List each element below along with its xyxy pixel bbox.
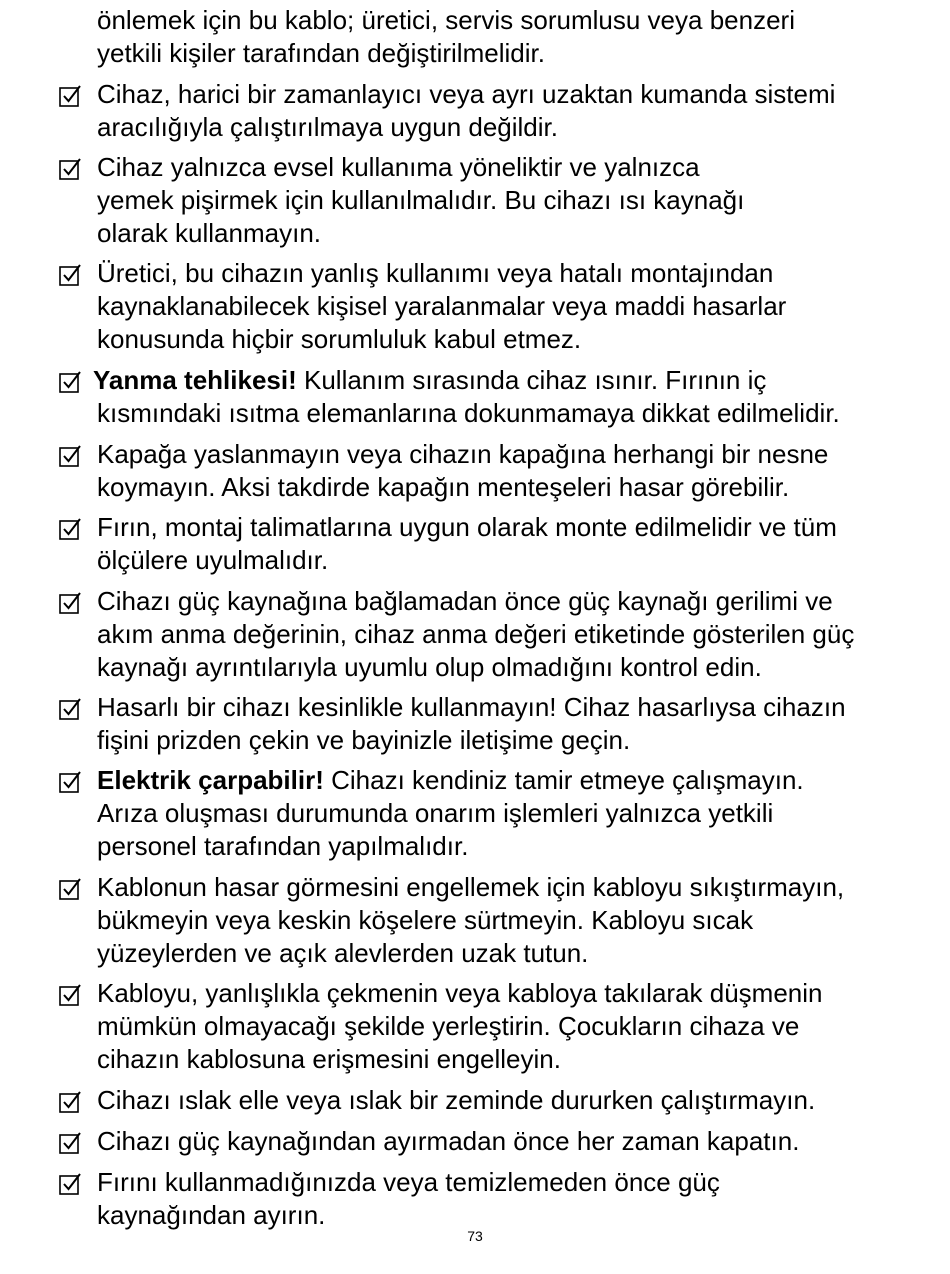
list-item-line: kaynağı ayrıntılarıyla uyumlu olup olmadığını kontrol edin.: [97, 652, 762, 682]
list-item-line: [97, 764, 804, 797]
warning-label: Yanma tehlikesi!: [93, 365, 297, 395]
intro-line: yetkili kişiler tarafından değiştirilmelidir.: [97, 38, 545, 68]
list-item-line: yemek pişirmek için kullanılmalıdır. Bu cihazı ısı kaynağı: [97, 185, 745, 215]
list-item-line: [93, 364, 766, 397]
list-item-line: yüzeylerden ve açık alevlerden uzak tutun.: [97, 938, 589, 968]
list-item-text: Kullanım sırasında cihaz ısınır. Fırının iç: [296, 365, 767, 395]
list-item-line: Cihazı güç kaynağına bağlamadan önce güç kaynağı gerilimi ve: [97, 586, 833, 616]
list-item-line: kaynağından ayırın.: [97, 1200, 326, 1230]
list-item-line: fişini prizden çekin ve bayinizle iletişime geçin.: [97, 725, 631, 755]
intro-line: önlemek için bu kablo; üretici, servis sorumlusu veya benzeri: [97, 5, 795, 35]
list-item-text: Cihazı kendiniz tamir etmeye çalışmayın.: [323, 765, 804, 795]
list-item-line: Cihaz yalnızca evsel kullanıma yöneliktir ve yalnızca: [97, 152, 700, 182]
list-item-line: personel tarafından yapılmalıdır.: [97, 831, 469, 861]
list-item-line: akım anma değerinin, cihaz anma değeri etiketinde gösterilen güç: [97, 619, 855, 649]
list-item-line: Cihazı ıslak elle veya ıslak bir zeminde dururken çalıştırmayın.: [97, 1085, 816, 1115]
list-item-line: ölçülere uyulmalıdır.: [97, 545, 329, 575]
list-item-line: bükmeyin veya keskin köşelere sürtmeyin. Kabloyu sıcak: [97, 905, 754, 935]
checked-box-icon: [59, 771, 81, 793]
list-item-line: Kapağa yaslanmayın veya cihazın kapağına herhangi bir nesne: [97, 439, 829, 469]
checked-box-icon: [59, 445, 81, 467]
checked-box-icon: [59, 592, 81, 614]
list-item-line: olarak kullanmayın.: [97, 218, 321, 248]
checked-box-icon: [59, 1173, 81, 1195]
checked-box-icon: [59, 1091, 81, 1113]
list-item-line: koymayın. Aksi takdirde kapağın menteşeleri hasar görebilir.: [97, 472, 790, 502]
checked-box-icon: [59, 85, 81, 107]
warning-label: Elektrik çarpabilir!: [97, 765, 324, 795]
checked-box-icon: [59, 984, 81, 1006]
list-item-line: cihazın kablosuna erişmesini engelleyin.: [97, 1044, 561, 1074]
list-item-line: konusunda hiçbir sorumluluk kabul etmez.: [97, 324, 582, 354]
list-item-line: Kabloyu, yanlışlıkla çekmenin veya kabloya takılarak düşmenin: [97, 978, 823, 1008]
list-item-line: Cihazı güç kaynağından ayırmadan önce her zaman kapatın.: [97, 1126, 800, 1156]
list-item-line: Arıza oluşması durumunda onarım işlemleri yalnızca yetkili: [97, 798, 774, 828]
checked-box-icon: [59, 1132, 81, 1154]
list-item-line: mümkün olmayacağı şekilde yerleştirin. Çocukların cihaza ve: [97, 1011, 800, 1041]
list-item-line: Cihaz, harici bir zamanlayıcı veya ayrı uzaktan kumanda sistemi: [97, 79, 836, 109]
checked-box-icon: [59, 158, 81, 180]
list-item-line: kaynaklanabilecek kişisel yaralanmalar veya maddi hasarlar: [97, 291, 787, 321]
checked-box-icon: [59, 518, 81, 540]
list-item-line: Fırın, montaj talimatlarına uygun olarak monte edilmelidir ve tüm: [97, 512, 837, 542]
list-item-line: Üretici, bu cihazın yanlış kullanımı veya hatalı montajından: [97, 258, 774, 288]
checked-box-icon: [59, 878, 81, 900]
page-number: 73: [467, 1228, 483, 1244]
list-item-line: Fırını kullanmadığınızda veya temizlemeden önce güç: [97, 1167, 720, 1197]
list-item-line: kısmındaki ısıtma elemanlarına dokunmamaya dikkat edilmelidir.: [97, 398, 840, 428]
checked-box-icon: [59, 371, 81, 393]
list-item-line: aracılığıyla çalıştırılmaya uygun değildir.: [97, 112, 558, 142]
checked-box-icon: [59, 698, 81, 720]
list-item-line: Kablonun hasar görmesini engellemek için kabloyu sıkıştırmayın,: [97, 872, 845, 902]
checked-box-icon: [59, 264, 81, 286]
list-item-line: Hasarlı bir cihazı kesinlikle kullanmayın! Cihaz hasarlıysa cihazın: [97, 692, 846, 722]
